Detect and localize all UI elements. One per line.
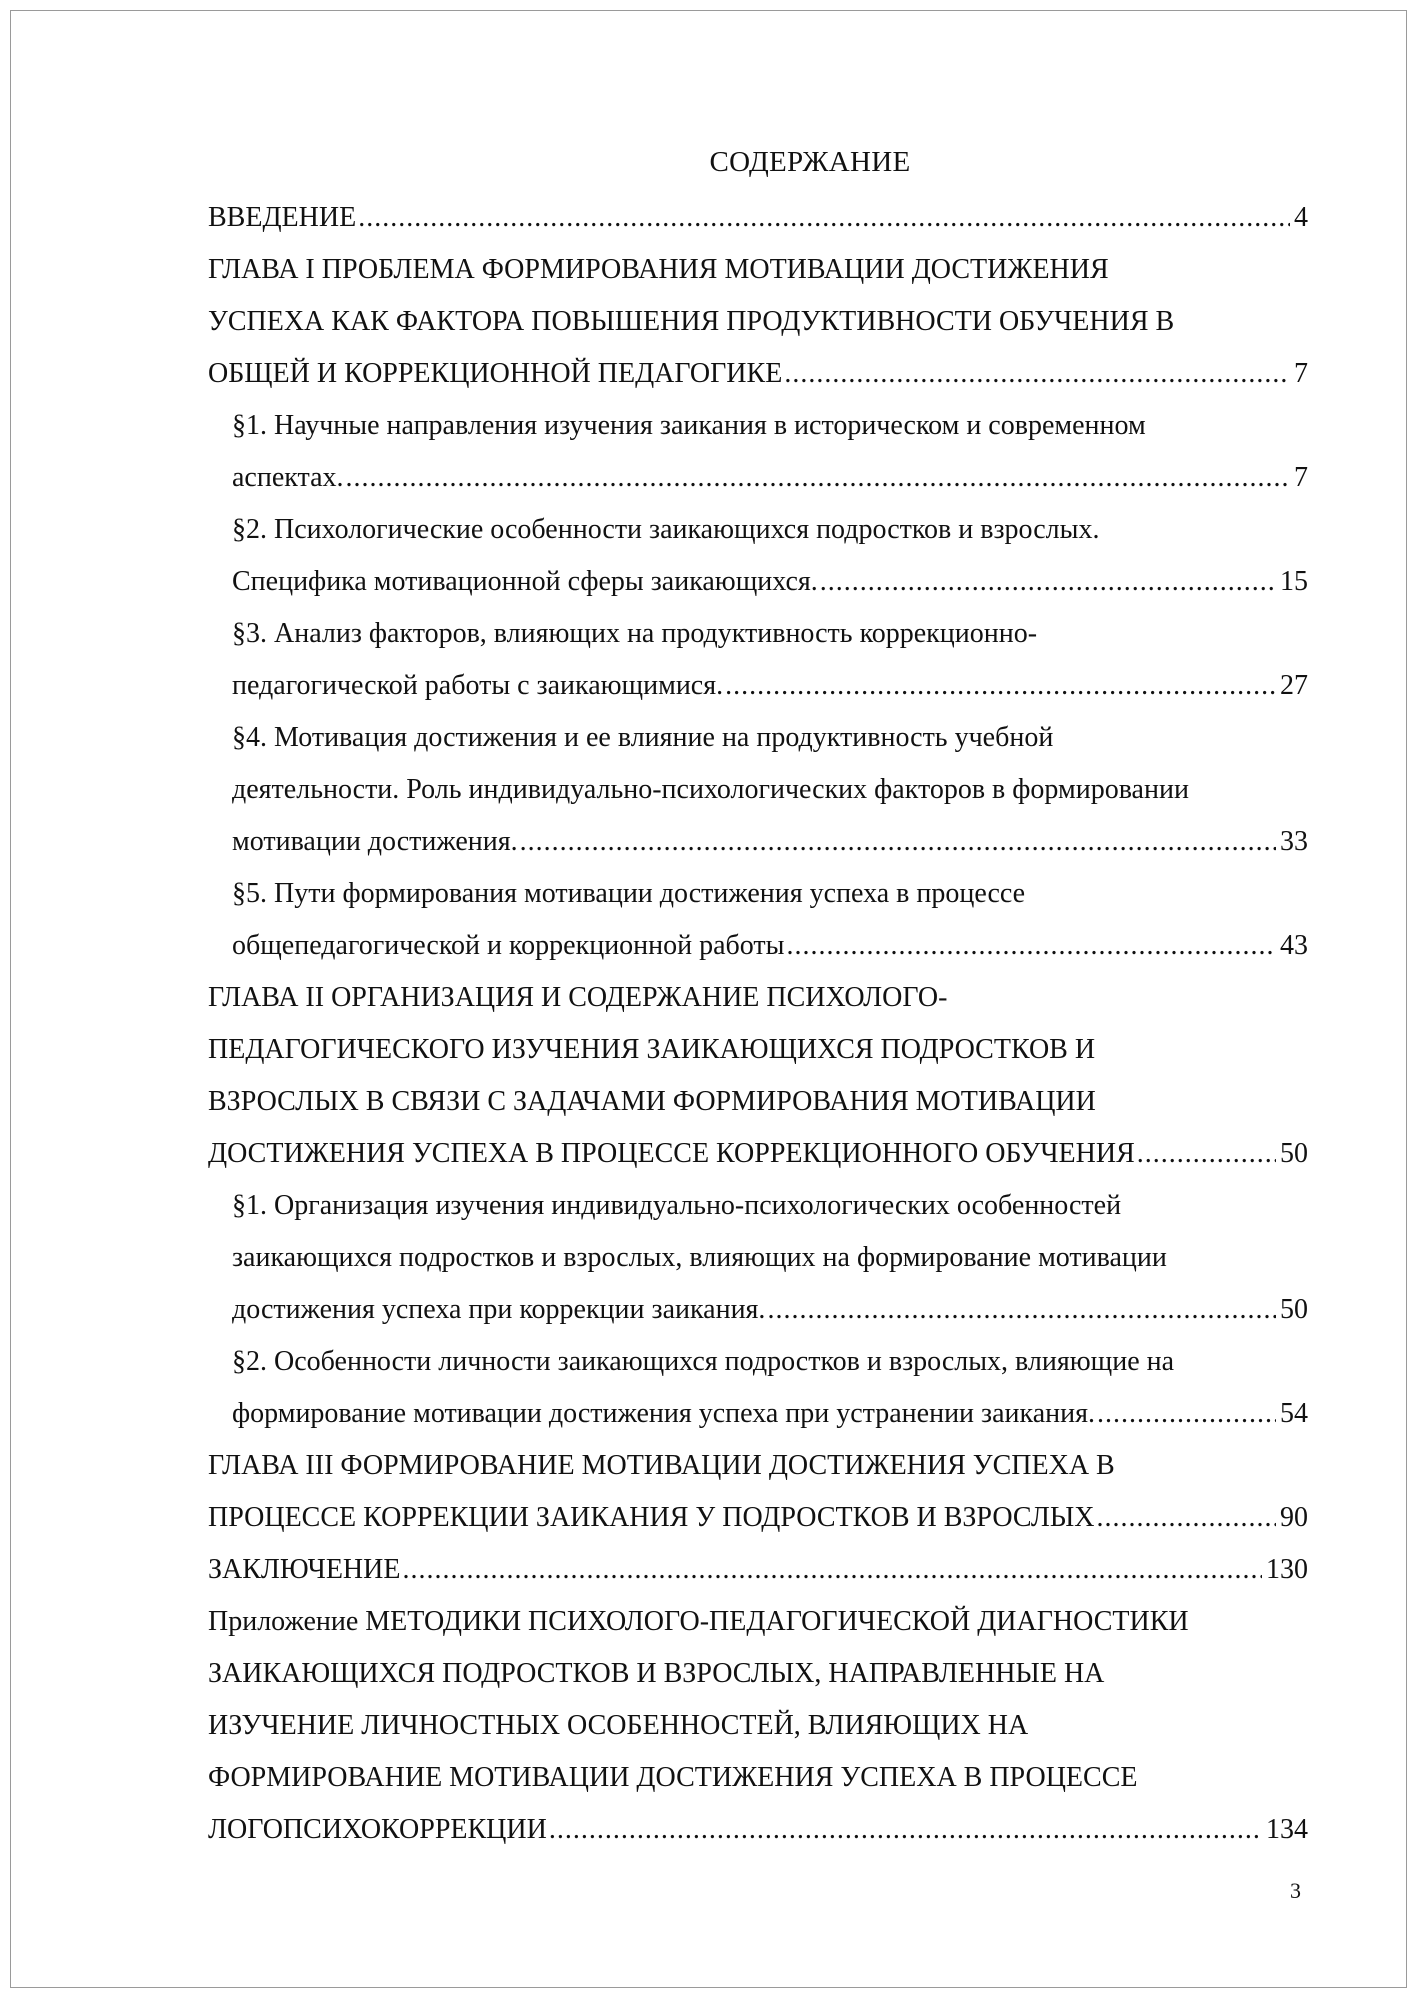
toc-entry-last-line [208, 1492, 1308, 1544]
toc-entry-line: ГЛАВА II ОРГАНИЗАЦИЯ И СОДЕРЖАНИЕ ПСИХОЛОГО- [208, 982, 948, 1013]
dot-leader [346, 452, 1290, 504]
toc-entry-text: ВВЕДЕНИЕ [208, 202, 357, 233]
toc-entry-line: ПЕДАГОГИЧЕСКОГО ИЗУЧЕНИЯ ЗАИКАЮЩИХСЯ ПОДРОСТКОВ И [208, 1034, 1096, 1065]
dot-leader [402, 1544, 1262, 1596]
toc-entry-text: ЛОГОПСИХОКОРРЕКЦИИ [208, 1814, 547, 1845]
toc-entry-line: §4. Мотивация достижения и ее влияние на продуктивность учебной [232, 722, 1054, 753]
dot-leader [1097, 1388, 1276, 1440]
toc-page-number: 50 [1280, 1294, 1308, 1325]
toc-section-entry [208, 1180, 1308, 1336]
toc-entry-text: общепедагогической и коррекционной работы [232, 930, 785, 961]
toc-entry-text: ОБЩЕЙ И КОРРЕКЦИОННОЙ ПЕДАГОГИКЕ [208, 358, 783, 389]
table-of-contents [208, 142, 1308, 1856]
toc-chapter-entry [208, 972, 1308, 1180]
toc-entry-line: УСПЕХА КАК ФАКТОРА ПОВЫШЕНИЯ ПРОДУКТИВНОСТИ ОБУЧЕНИЯ В [208, 306, 1175, 337]
toc-section-entry [208, 400, 1308, 504]
toc-page-number: 50 [1280, 1138, 1308, 1169]
toc-entry-last-line [232, 660, 1308, 712]
toc-chapter-entry [208, 1596, 1308, 1856]
toc-entry-text: педагогической работы с заикающимися. [232, 670, 724, 701]
toc-entry-last-line [232, 816, 1308, 868]
toc-section-entry [208, 868, 1308, 972]
dot-leader [725, 660, 1276, 712]
toc-entry-last-line [232, 1284, 1308, 1336]
toc-entry-last-line [208, 192, 1308, 244]
dot-leader [1137, 1128, 1276, 1180]
toc-entry-line: §1. Научные направления изучения заикания в историческом и современном [232, 410, 1146, 441]
toc-entry-text: достижения успеха при коррекции заикания. [232, 1294, 766, 1325]
toc-entry-line: ЗАИКАЮЩИХСЯ ПОДРОСТКОВ И ВЗРОСЛЫХ, НАПРАВЛЕННЫЕ НА [208, 1658, 1105, 1689]
toc-entry-text: мотивации достижения. [232, 826, 518, 857]
toc-entry-line: ИЗУЧЕНИЕ ЛИЧНОСТНЫХ ОСОБЕННОСТЕЙ, ВЛИЯЮЩИХ НА [208, 1710, 1029, 1741]
toc-entry-line: ГЛАВА III ФОРМИРОВАНИЕ МОТИВАЦИИ ДОСТИЖЕНИЯ УСПЕХА В [208, 1450, 1115, 1481]
toc-entry-text: ЗАКЛЮЧЕНИЕ [208, 1554, 401, 1585]
toc-page-number: 130 [1266, 1554, 1308, 1585]
toc-page-number: 33 [1280, 826, 1308, 857]
toc-entry-last-line [232, 1388, 1308, 1440]
toc-entry-text: Специфика мотивационной сферы заикающихся. [232, 566, 818, 597]
dot-leader [820, 556, 1276, 608]
toc-entry-line: ФОРМИРОВАНИЕ МОТИВАЦИИ ДОСТИЖЕНИЯ УСПЕХА В ПРОЦЕССЕ [208, 1762, 1138, 1793]
toc-entry-last-line [208, 348, 1308, 400]
toc-page-number: 7 [1294, 358, 1308, 389]
toc-page-number: 27 [1280, 670, 1308, 701]
toc-entry-last-line [232, 556, 1308, 608]
toc-entry-line: §2. Особенности личности заикающихся подростков и взрослых, влияющие на [232, 1346, 1175, 1377]
toc-page-number: 134 [1266, 1814, 1308, 1845]
toc-entry-line: ВЗРОСЛЫХ В СВЯЗИ С ЗАДАЧАМИ ФОРМИРОВАНИЯ МОТИВАЦИИ [208, 1086, 1096, 1117]
toc-chapter-entry [208, 1544, 1308, 1596]
toc-entry-line: заикающихся подростков и взрослых, влияющих на формирование мотивации [232, 1242, 1167, 1273]
toc-entry-line: §1. Организация изучения индивидуально-психологических особенностей [232, 1190, 1122, 1221]
toc-page-number: 90 [1280, 1502, 1308, 1533]
toc-entry-last-line [208, 1804, 1308, 1856]
toc-entry-text: аспектах. [232, 462, 344, 493]
dot-leader [767, 1284, 1276, 1336]
toc-entry-last-line [208, 1128, 1308, 1180]
page-number: 3 [1290, 1878, 1301, 1903]
toc-page-number: 7 [1294, 462, 1308, 493]
toc-entry-last-line [208, 1544, 1308, 1596]
toc-page-number: 43 [1280, 930, 1308, 961]
toc-entry-line: Приложение МЕТОДИКИ ПСИХОЛОГО-ПЕДАГОГИЧЕСКОЙ ДИАГНОСТИКИ [208, 1606, 1189, 1637]
toc-title: СОДЕРЖАНИЕ [709, 146, 911, 178]
toc-entry-last-line [232, 452, 1308, 504]
toc-section-entry [208, 1336, 1308, 1440]
toc-entry-line: §5. Пути формирования мотивации достижения успеха в процессе [232, 878, 1026, 909]
toc-entry-line: §3. Анализ факторов, влияющих на продуктивность коррекционно- [232, 618, 1038, 649]
dot-leader [358, 192, 1290, 244]
toc-page-number: 54 [1280, 1398, 1308, 1429]
toc-entry-line: ГЛАВА I ПРОБЛЕМА ФОРМИРОВАНИЯ МОТИВАЦИИ ДОСТИЖЕНИЯ [208, 254, 1109, 285]
toc-list [208, 192, 1308, 1856]
toc-page-number: 4 [1294, 202, 1308, 233]
dot-leader [520, 816, 1276, 868]
toc-chapter-entry [208, 1440, 1308, 1544]
dot-leader [549, 1804, 1262, 1856]
toc-chapter-entry [208, 244, 1308, 400]
toc-section-entry [208, 608, 1308, 712]
toc-entry-text: ПРОЦЕССЕ КОРРЕКЦИИ ЗАИКАНИЯ У ПОДРОСТКОВ И ВЗРОСЛЫХ [208, 1502, 1095, 1533]
dot-leader [786, 920, 1276, 972]
toc-entry-line: §2. Психологические особенности заикающихся подростков и взрослых. [232, 514, 1100, 545]
toc-section-entry [208, 712, 1308, 868]
toc-page-number: 15 [1280, 566, 1308, 597]
toc-section-entry [208, 504, 1308, 608]
toc-chapter-entry [208, 192, 1308, 244]
dot-leader [784, 348, 1290, 400]
toc-entry-line: деятельности. Роль индивидуально-психологических факторов в формировании [232, 774, 1189, 805]
toc-entry-text: ДОСТИЖЕНИЯ УСПЕХА В ПРОЦЕССЕ КОРРЕКЦИОННОГО ОБУЧЕНИЯ [208, 1138, 1135, 1169]
toc-entry-text: формирование мотивации достижения успеха при устранении заикания. [232, 1398, 1095, 1429]
toc-entry-last-line [232, 920, 1308, 972]
dot-leader [1097, 1492, 1276, 1544]
